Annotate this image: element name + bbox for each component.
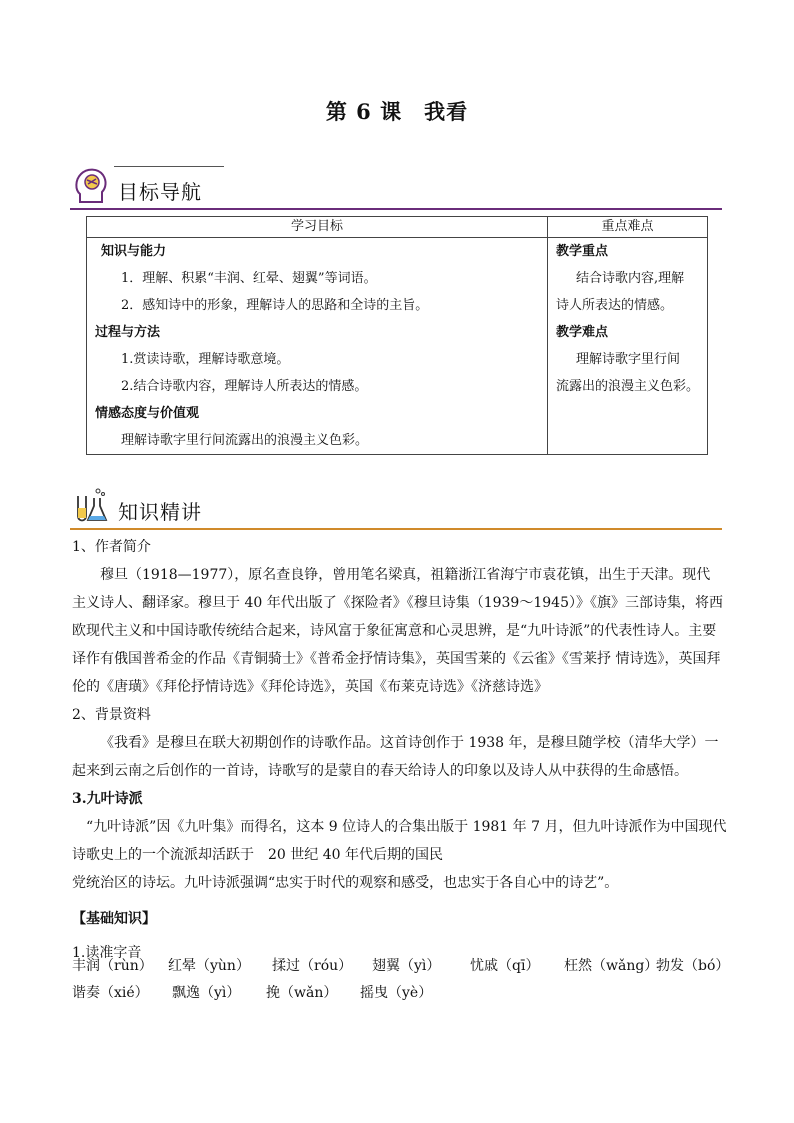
basic-subheading: 1.读准字音 <box>72 945 142 961</box>
goal-item: 理解诗歌字里行间流露出的浪漫主义色彩。 <box>121 433 369 448</box>
table-header-focus: 重点难点 <box>548 217 708 238</box>
pinyin-word: 丰润（rùn） <box>72 958 153 974</box>
header-rule <box>70 528 722 530</box>
brain-head-icon <box>72 166 110 206</box>
goals-cell <box>87 238 548 455</box>
school-text-line3: 党统治区的诗坛。九叶诗派强调“忠实于时代的观察和感受，也忠实于各自心中的诗艺”。 <box>72 875 619 891</box>
pinyin-word: 摇曳（yè） <box>360 985 433 1001</box>
background-heading: 2、背景资料 <box>72 707 151 723</box>
basic-heading: 【基础知识】 <box>72 911 156 927</box>
pinyin-word: 枉然（wǎng） <box>564 958 659 974</box>
goal-item: 2.结合诗歌内容，理解诗人所表达的情感。 <box>121 379 368 394</box>
section-label: 知识精讲 <box>118 500 202 524</box>
focus-text: 流露出的浪漫主义色彩。 <box>556 379 700 394</box>
pinyin-word: 翅翼（yì） <box>372 958 441 974</box>
pinyin-word: 揉过（róu） <box>272 958 353 974</box>
goal-item: 1．理解、积累“丰润、红晕、翅翼”等词语。 <box>121 271 377 286</box>
table-header-goals: 学习目标 <box>87 217 548 238</box>
goal-item: 1.赏读诗歌，理解诗歌意境。 <box>121 352 290 367</box>
focus-heading: 教学重点 <box>556 244 609 259</box>
goal-heading: 过程与方法 <box>95 325 161 340</box>
focus-cell <box>548 238 708 455</box>
page-title: 第 6 课 我看 <box>325 99 469 124</box>
goal-heading: 情感态度与价值观 <box>95 406 200 421</box>
goals-table <box>86 216 708 455</box>
author-section <box>72 533 727 967</box>
focus-heading: 教学难点 <box>556 325 609 340</box>
section-header-goals <box>70 166 722 210</box>
background-text: 《我看》是穆旦在联大初期创作的诗歌作品。这首诗创作于 1938 年，是穆旦随学校（清华大学）一起来到云南之后创作的一首诗，诗歌写的是蒙自的春天给诗人的印象以及诗人从中获得的生命感悟。 <box>72 735 719 779</box>
pinyin-word: 飘逸（yì） <box>172 985 241 1001</box>
goal-heading: 知识与能力 <box>101 244 167 259</box>
pinyin-word: 红晕（yùn） <box>168 958 250 974</box>
school-text-line1: “九叶诗派”因《九叶集》而得名，这本 9 位诗人的合集出版于 1981 年 7 月，但九叶诗派作为中国现代 <box>86 819 727 835</box>
author-text: 穆旦（1918—1977），原名查良铮，曾用笔名梁真，祖籍浙江省海宁市袁花镇，出生于天津。现代主义诗人、翻译家。穆旦于 40 年代出版了《探险者》《穆旦诗集（1939～1945）》《旗》三部诗集，将西欧现代主义和中国诗歌传统结合起来，诗风富于象征寓意和心灵思辨，是“九叶诗派”的代表性诗人。主要译作有俄国普希金的作品《青铜骑士》《普希金抒情诗集》，英国雪莱的《云雀》《雪莱抒 情诗选》，英国拜伦的《唐璜》《拜伦抒情诗选》《拜伦诗选》，英国《布莱克诗选》《济慈诗选》 <box>72 567 723 695</box>
school-text-line2: 诗歌史上的一个流派却活跃于 20 世纪 40 年代后期的国民 <box>72 847 443 863</box>
header-rule <box>70 208 722 210</box>
goal-item: 2．感知诗中的形象，理解诗人的思路和全诗的主旨。 <box>121 298 429 313</box>
lab-flask-icon <box>72 486 110 526</box>
pinyin-word: 勃发（bó） <box>656 958 730 974</box>
focus-text: 理解诗歌字里行间 <box>576 352 681 367</box>
pinyin-word: 谐奏（xié） <box>72 985 149 1001</box>
author-heading: 1、作者简介 <box>72 539 151 555</box>
focus-text: 结合诗歌内容,理解 <box>576 271 685 286</box>
header-top-line <box>114 166 224 167</box>
school-heading: 3.九叶诗派 <box>72 791 143 807</box>
section-header-knowledge <box>70 486 722 530</box>
section-label: 目标导航 <box>118 180 202 204</box>
pinyin-word: 挽（wǎn） <box>266 985 338 1001</box>
pinyin-word: 忧戚（qī） <box>470 958 540 974</box>
focus-text: 诗人所表达的情感。 <box>556 298 674 313</box>
